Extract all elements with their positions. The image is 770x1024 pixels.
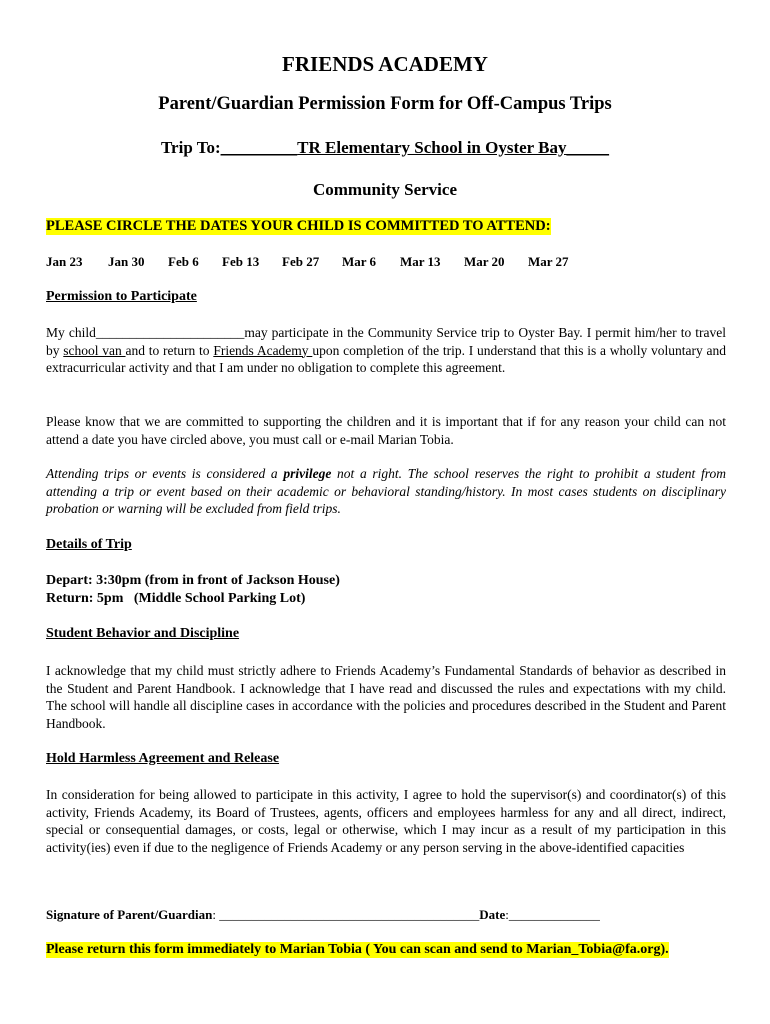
privilege-word: privilege <box>283 466 332 481</box>
trip-destination-field[interactable] <box>221 138 609 157</box>
date-option[interactable]: Feb 6 <box>168 254 199 269</box>
commitment-paragraph: Please know that we are committed to supporting the children and it is important that if for any reason your child can not attend a date you have circled above, you must call or e-mail Marian Tobia. <box>46 414 726 447</box>
text: Attending trips or events is considered a <box>46 466 284 481</box>
harmless-paragraph: In consideration for being allowed to participate in this activity, I agree to hold the supervisor(s) and coordinator(s) of this activity, Friends Academy, its Board of Trustees, agents, officers and employees harmless for any and all direct, indirect, special or consequential damages, or costs, legal or otherwise, which I may incur as a result of my participation in this activity(ies) even if due to the negligence of Friends Academy or any person serving in the above-identified capacities <box>46 787 726 855</box>
signature-label: Signature of Parent/Guardian <box>46 907 213 922</box>
trip-label: Trip To: <box>160 138 221 157</box>
form-title: Parent/Guardian Permission Form for Off-Campus Trips <box>158 94 612 114</box>
text: My child <box>46 325 96 340</box>
date-option[interactable]: Mar 13 <box>400 254 441 269</box>
harmless-heading: Hold Harmless Agreement and Release <box>46 751 280 766</box>
date-option[interactable]: Mar 27 <box>528 254 569 269</box>
date-option[interactable]: Feb 27 <box>282 254 320 269</box>
permission-heading: Permission to Participate <box>46 289 197 304</box>
date-option[interactable]: Jan 30 <box>108 254 145 269</box>
trip-blank-lead: _________ <box>220 138 298 157</box>
date-option[interactable]: Jan 23 <box>46 254 83 269</box>
text: not a right. The school reserves the right to prohibit a student from attending a trip or event based on their academic or behavioral standing/history. In most cases students on disciplinary probation or warning will be excluded from field trips. <box>46 466 726 517</box>
date-label: Date <box>479 907 506 922</box>
depart-time: Depart: 3:30pm (from in front of Jackson House) <box>46 573 340 588</box>
return-time: Return: 5pm (Middle School Parking Lot) <box>46 591 306 606</box>
dates-prompt: PLEASE CIRCLE THE DATES YOUR CHILD IS COMMITTED TO ATTEND: <box>46 218 551 234</box>
signature-field[interactable]: ________________________________________ <box>219 907 480 922</box>
school-van-text: school van <box>63 342 126 358</box>
date-option[interactable]: Mar 6 <box>342 254 377 269</box>
program-name: Community Service <box>312 180 457 199</box>
privilege-paragraph <box>46 465 726 518</box>
permission-paragraph <box>46 324 726 377</box>
friends-academy-text: Friends Academy <box>213 342 313 358</box>
behavior-heading: Student Behavior and Discipline <box>46 626 240 641</box>
behavior-paragraph: I acknowledge that my child must strictly adhere to Friends Academy’s Fundamental Standards of behavior as described in the Student and Parent Handbook. I acknowledge that I have read and discussed the rules and expectations with my child. The school will handle all discipline cases in accordance with the policies and procedures described in the Student and Parent Handbook. <box>46 663 726 731</box>
date-option[interactable]: Feb 13 <box>222 254 260 269</box>
date-colon: : <box>505 907 509 922</box>
signature-colon: : <box>212 907 220 922</box>
trip-destination: TR Elementary School in Oyster Bay <box>297 138 567 157</box>
trip-line <box>0 138 770 158</box>
signature-row <box>46 907 600 923</box>
date-option[interactable]: Mar 20 <box>464 254 505 269</box>
child-name-field[interactable]: ______________________ <box>95 325 245 340</box>
text: upon completion of the trip. I understand that this is a wholly voluntary and extracurricular activity and that I am under no obligation to complete this agreement. <box>46 342 727 376</box>
return-instructions: Please return this form immediately to Marian Tobia ( You can scan and send to Marian_Tobia@fa.org). <box>46 942 669 957</box>
trip-blank-tail: _____ <box>566 138 609 157</box>
details-heading: Details of Trip <box>46 537 132 552</box>
text: and to return to <box>125 342 214 358</box>
text: may participate in the Community Service trip to Oyster Bay. I permit him/her to travel by <box>46 325 726 358</box>
date-field[interactable]: ______________ <box>508 907 600 922</box>
school-name: FRIENDS ACADEMY <box>282 52 488 76</box>
